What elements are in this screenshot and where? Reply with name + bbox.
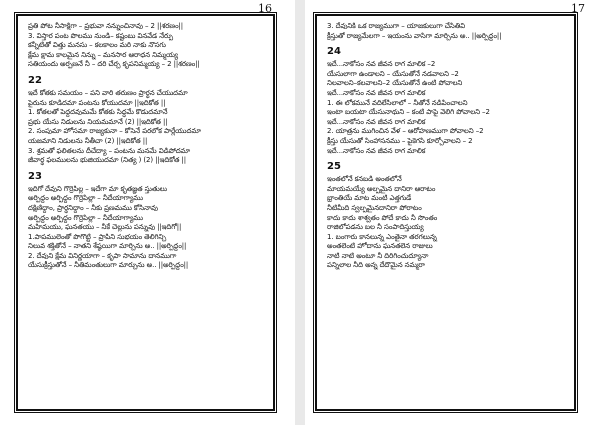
lyric-line: 2. దేవుని క్షేమ వినిర్ణయాగా – కృపా సామాను దానముగా <box>28 251 177 260</box>
lyric-line: మహిమయు, ఘనతయు – నీకే చెల్లును పన్నువు ||ఇదిగో|| <box>28 223 182 232</box>
lyric-line: కన్నీటితో విత్తు మనసు – కలకాలం మరి నాకు నొసగు <box>28 41 166 50</box>
lyric-line: క్షేమ క్షామ కాలమైన నిన్ను – మనసార ఆరాధన నిమ్మయ్య <box>28 50 178 59</box>
lyric-line: దక్షిణిద్దాం, ప్రార్థనిద్దాం – నీకు ప్రణమము కోసినావు <box>28 203 158 212</box>
lyric-line: 3. శ్రమతో ఫలితలను దీచేద్యా – పంటను మనమే విడిపోదమా <box>28 146 191 155</box>
lyric-line: 3. విస్తార పంట పొలము నుండి– కష్టంబు వినవేడ నేర్పు <box>28 31 174 40</box>
lyric-line: యేసులాగా ఉండాలని – యేసుతోనే నడవాలని –2 <box>327 69 459 78</box>
lyric-line: 1. కోతలతో పెద్దదవుమమే కోతకు సిద్ధమే కొడుదమానే <box>28 108 168 117</box>
lyric-line: 1. ఈ లోకమునే వదిలేసిలాలో – నీతోనే నడిపించాలని <box>327 98 468 107</box>
lyric-line: ఇదే...నాకోసం నవ జీవన రాగ మాలిక <box>327 146 426 155</box>
lyric-line: కాదు కాదు శాశ్వతం పోదే కాదు నీ సొంతం <box>327 213 438 222</box>
song-number: 23 <box>28 170 42 182</box>
lyric-line: అంతలెంటి హోదాను ఘనతలెన రాజులు <box>327 242 433 251</box>
page-number: 17 <box>571 2 585 15</box>
song-number: 22 <box>28 74 42 86</box>
page-frame <box>16 14 275 411</box>
lyric-line: ఇదిగో దేవుని గొర్రెపిల్ల – ఇదేగా మా కృతజ్ఞత స్తుతులు <box>28 184 167 193</box>
lyric-line: క్రీస్తు యేసుతో సింహాసనము – పైకెగసి కూర్చోవాలని – 2 <box>327 136 473 145</box>
song-number: 25 <box>327 161 341 173</box>
lyric-line: సతియందు అర్పణనే నీ – దరి చేర్చ కృపనిమ్మయ్య – 2 ||శరణం|| <box>28 60 200 69</box>
page-content <box>28 22 267 403</box>
page-content <box>327 22 568 403</box>
song-number: 24 <box>327 46 341 58</box>
lyric-line: భ్రాంతియే మాట మంటి ఎత్తగుడే <box>327 194 412 203</box>
lyric-line: 2. సంపుమా హోసమా రాజ్యకునా – కోసెనే పరలోక పార్లేయుదమా <box>28 127 201 136</box>
lyric-line: ప్రతి పోట నీసాక్షిగా – ప్రభువా నన్నుంచినావు – 2 ||శరణం|| <box>28 22 184 30</box>
lyric-line: క్రీస్తుతో రాజ్యమేలగా – ఇయంను వాసిగా మార్చిను అ.. ||అర్పిద్దం|| <box>327 31 502 40</box>
lyric-line: ఇదే...నాకోసం నవ జీవన రాగ మాలిక <box>327 88 426 97</box>
lyric-line: ఇంటా బయటా యేసునాథుని – కంటి పాపై వెలిగి పోవాలని –2 <box>327 108 490 117</box>
lyric-line: 1.పాపములెంతో పొగొట్టి – ప్రాపిని సుభయం తెలిగిన్చి <box>28 232 167 241</box>
left-page <box>0 0 295 425</box>
lyric-line: మాయమయ్యే అల్పమైన దానిరా ఆరాటం <box>327 184 436 193</box>
lyric-line: ఇంతలోనే కనబడి అంతలోనే <box>327 175 402 184</box>
lyric-line: నాటి నాటి అంటూ నీ దిరిగించుద్యూనా <box>327 251 429 260</box>
lyric-line: ఇదే...నాకోసం నవ జీవన రాగ మాలిక –2 <box>327 60 436 69</box>
lyric-line: నిలువ శక్తితోనే – నాతని శేష్ఠయిగా మార్చిను అ.. ||అర్పిద్దం|| <box>28 242 187 251</box>
lyric-line: ప్రభు యేసు నిడులను నియమమానే (2) ||ఇదికోత || <box>28 117 168 126</box>
lyric-line: యేసుక్రీస్తుతోనే – నీతిమంతులుగా మార్చును అ.. ||అర్పిద్దం|| <box>28 261 189 270</box>
lyric-line: ఇదే...నాకోసం నవ జీవన రాగ మాలిక <box>327 117 426 126</box>
lyric-line: 1. బంగారు కానలున్న ఎంతైనా తరగలున్న <box>327 232 437 241</box>
lyric-line: నిలవాలని–కలవాలని–2 యేసుతోనే ఉంటి పోవాలని <box>327 79 463 88</box>
lyric-line: రాజిలోపడను బల నీ సంపాదిస్తుయ్య <box>327 223 424 232</box>
lyric-line: పైరును కూడిదమా పంటను కోయుదమా ||ఇదికోత || <box>28 98 166 107</box>
page-number: 16 <box>258 2 272 15</box>
lyric-line: యజమాని నిడులను నీతీచా (2) ||ఇదికోత || <box>28 136 148 145</box>
lyric-line: నీటిమీది స్వల్పమైనదానిరా పోరాటం <box>327 203 422 212</box>
page-frame <box>315 14 576 411</box>
lyric-line: 2. యాత్రను ముగించిన వేళ – ఆరోహణముగా పోవాలని –2 <box>327 127 484 136</box>
lyric-line: అర్పిద్దం అర్పిద్దం గొర్రెపిల్లా – నీదేయాగ్యాము <box>28 213 143 222</box>
lyric-line: అర్పిద్దం అర్పిద్దం గొర్రెపిల్లా – నీదేయాగ్యాము <box>28 194 143 203</box>
lyric-line: ఇదే కోతకు సమయం – పని వారి తరుణం ప్రార్థన చేయుదమా <box>28 88 188 97</box>
lyric-line: జీవార్థ ఫలములను భుజియుదమా (నిత్య ) (2) ||ఇదికోత || <box>28 156 186 165</box>
lyric-line: 3. దేవునికి ఒక రాజ్యముగా – యాజకులుగా చేసితివి <box>327 22 465 30</box>
right-page <box>305 0 600 425</box>
lyric-line: పన్నిలాల నీది అన్న దేదొమైన నమ్మరా <box>327 261 425 270</box>
